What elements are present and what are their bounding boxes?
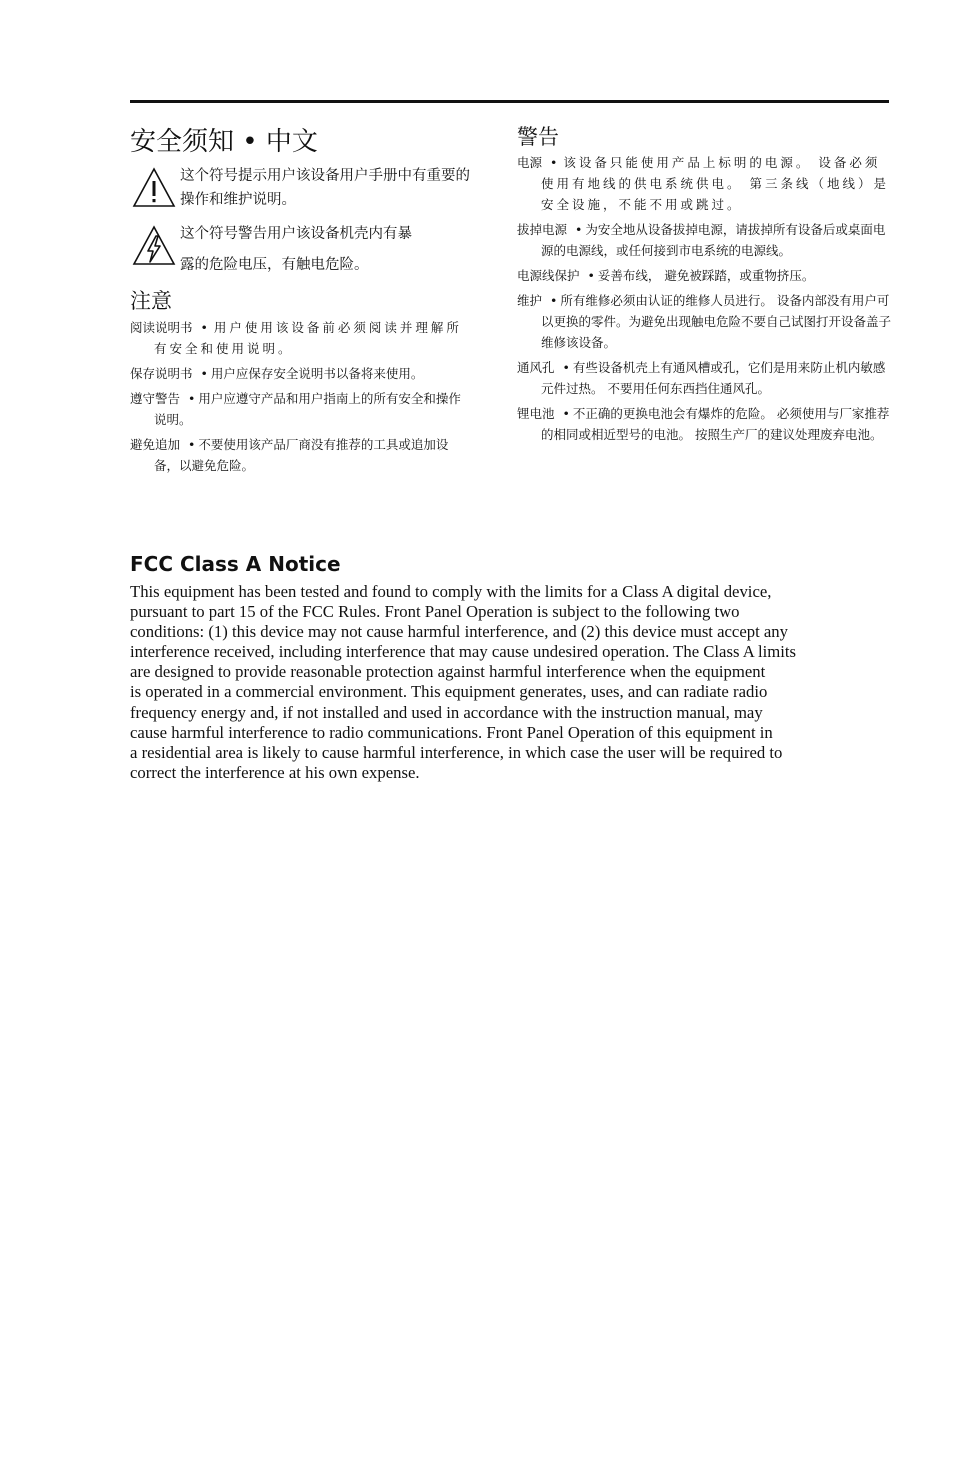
caution-text: 用户应保存安全说明书以备将来使用。 xyxy=(210,366,424,381)
warning-text: 该设备只能使用产品上标明的电源。 设备必须使用有地线的供电系统供电。 第三条线（地线）是安全设施，不能不用或跳过。 xyxy=(541,155,889,212)
warning-item xyxy=(517,403,892,445)
warning-item xyxy=(517,290,892,353)
warning-text: 有些设备机壳上有通风槽或孔，它们是用来防止机内敏感元件过热。 不要用任何东西挡住通风孔。 xyxy=(541,360,886,396)
fcc-line: cause harmful interference to radio communications. Front Panel Operation of this equipment in xyxy=(130,722,773,742)
lightning-triangle-icon xyxy=(132,224,176,268)
fcc-line: frequency energy and, if not installed and used in accordance with the instruction manual, may xyxy=(130,702,763,722)
bullet-icon: • xyxy=(200,366,208,381)
fcc-line: correct the interference at his own expense. xyxy=(130,762,420,782)
bullet-icon: • xyxy=(562,360,570,375)
warning-item xyxy=(517,152,892,215)
caution-text: 用户应遵守产品和用户指南上的所有安全和操作说明。 xyxy=(154,391,461,427)
warning-text: 所有维修必须由认证的维修人员进行。 设备内部没有用户可以更换的零件。为避免出现触电危险不要自己试图打开设备盖子维修该设备。 xyxy=(541,293,892,350)
caution-symbol-text: 这个符号提示用户该设备用户手册中有重要的操作和维护说明。 xyxy=(180,168,470,208)
bullet-icon: • xyxy=(587,268,595,283)
bullet-icon: • xyxy=(550,155,561,170)
caution-item xyxy=(130,317,470,359)
warning-column xyxy=(517,122,892,449)
warning-term: 维护 xyxy=(517,293,543,308)
fcc-line: This equipment has been tested and found to comply with the limits for a Class A digital device, xyxy=(130,582,772,601)
caution-term: 阅读说明书 xyxy=(130,320,193,335)
caution-term: 遵守警告 xyxy=(130,391,181,406)
warning-item xyxy=(517,357,892,399)
fcc-line: is operated in a commercial environment. This equipment generates, uses, and can radiate radio xyxy=(130,682,768,702)
warning-term: 拔掉电源 xyxy=(517,222,568,237)
exclamation-triangle-icon xyxy=(132,166,176,210)
warning-item xyxy=(517,219,892,261)
top-rule xyxy=(130,100,889,103)
warning-term: 锂电池 xyxy=(517,406,555,421)
shock-symbol-row xyxy=(130,222,470,277)
caution-text: 不要使用该产品厂商没有推荐的工具或追加设备，以避免危险。 xyxy=(154,437,449,473)
fcc-body xyxy=(130,582,890,783)
safety-column xyxy=(130,122,470,480)
fcc-notice xyxy=(130,550,890,783)
fcc-line: a residential area is likely to cause harmful interference, in which case the user will be required to xyxy=(130,742,783,762)
bullet-icon: • xyxy=(550,293,558,308)
bullet-icon: • xyxy=(188,437,196,452)
fcc-line: pursuant to part 15 of the FCC Rules. Front Panel Operation is subject to the following two xyxy=(130,602,740,622)
caution-item xyxy=(130,388,470,430)
caution-symbol-row xyxy=(130,164,470,212)
warning-item xyxy=(517,265,892,286)
caution-term: 避免追加 xyxy=(130,437,181,452)
warning-text: 妥善布线， 避免被踩踏，或重物挤压。 xyxy=(597,268,815,283)
page-title: 安全须知 • 中文 xyxy=(130,127,318,157)
warning-term: 电源 xyxy=(517,155,543,170)
shock-symbol-text-line1: 这个符号警告用户该设备机壳内有暴 xyxy=(180,226,412,242)
bullet-icon: • xyxy=(188,391,196,406)
warning-term: 电源线保护 xyxy=(517,268,580,283)
warning-text: 为安全地从设备拔掉电源，请拔掉所有设备后或桌面电源的电源线，或任何接到市电系统的电源线。 xyxy=(541,222,886,258)
caution-heading: 注意 xyxy=(130,289,172,313)
fcc-title: FCC Class A Notice xyxy=(130,552,341,576)
shock-symbol-text-line2: 露的危险电压，有触电危险。 xyxy=(180,257,369,273)
warning-heading: 警告 xyxy=(517,125,559,149)
caution-item xyxy=(130,363,470,384)
warning-term: 通风孔 xyxy=(517,360,555,375)
fcc-line: conditions: (1) this device may not cause harmful interference, and (2) this device must accept any xyxy=(130,622,788,642)
warning-text: 不正确的更换电池会有爆炸的危险。 必须使用与厂家推荐的相同或相近型号的电池。 按照生产厂的建议处理废弃电池。 xyxy=(541,406,890,442)
bullet-icon: • xyxy=(575,222,583,237)
fcc-line: interference received, including interference that may cause undesired operation. The Class A limits xyxy=(130,642,797,662)
caution-term: 保存说明书 xyxy=(130,366,193,381)
bullet-icon: • xyxy=(562,406,570,421)
caution-text: 用户使用该设备前必须阅读并理解所有安全和使用说明。 xyxy=(154,320,462,356)
fcc-line: are designed to provide reasonable protection against harmful interference when the equipment xyxy=(130,662,766,682)
caution-item xyxy=(130,434,470,476)
bullet-icon: • xyxy=(200,320,211,335)
